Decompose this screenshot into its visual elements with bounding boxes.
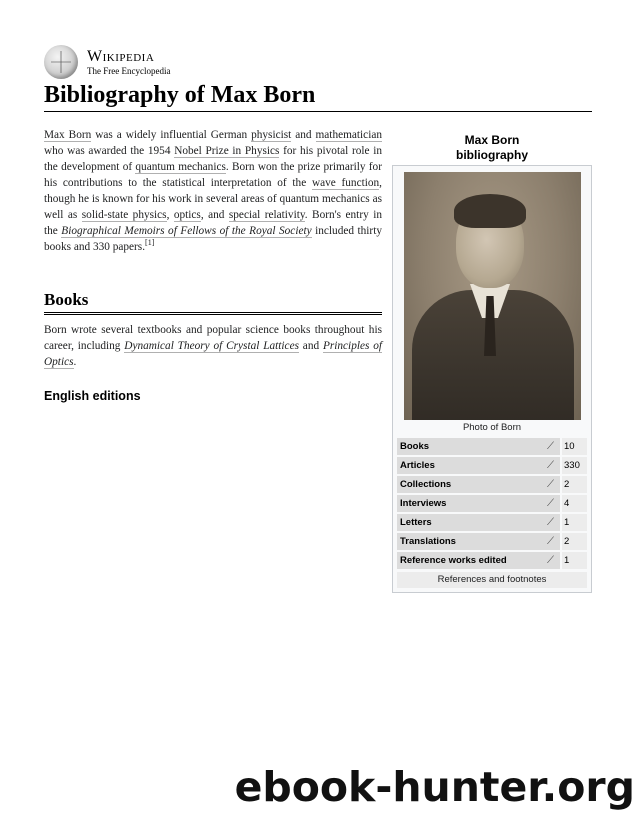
row-value: 1 [562, 552, 587, 569]
infobox-row-reference-works [397, 552, 587, 569]
infobox-row-collections [397, 476, 587, 493]
row-value: 2 [562, 476, 587, 493]
books-text: Born wrote several textbooks and popular science books throughout his career, including [44, 324, 382, 352]
wikipedia-logo[interactable] [44, 45, 244, 79]
infobox-title-line1: Max Born [464, 133, 520, 147]
photo-hair [454, 194, 526, 228]
italic-title: Biographical Memoirs of Fellows of the Royal Society [61, 225, 312, 237]
infobox-row-articles [397, 457, 587, 474]
italic-title: Principles of Optics [44, 340, 382, 368]
logo-wordmark: Wikipedia [87, 48, 155, 65]
row-label[interactable]: Reference works edited [397, 552, 560, 569]
section-heading-books: Books [44, 289, 382, 315]
infobox-row-letters [397, 514, 587, 531]
link-wave-function[interactable]: wave function [311, 177, 380, 189]
pencil-edit-icon[interactable]: ⟋ [547, 498, 554, 509]
logo-tagline: The Free Encyclopedia [87, 66, 171, 76]
lead-text: included thirty books and 330 papers. [44, 225, 382, 253]
pencil-edit-icon[interactable]: ⟋ [547, 479, 554, 490]
lead-text: and [291, 129, 316, 141]
link-optics[interactable]: optics [173, 209, 201, 221]
infobox-title [392, 133, 592, 163]
row-label[interactable]: Articles [397, 457, 560, 474]
row-value: 2 [562, 533, 587, 550]
infobox-row-interviews [397, 495, 587, 512]
infobox-footer-references[interactable]: References and footnotes [397, 572, 587, 588]
photo-caption: Photo of Born [462, 422, 522, 433]
lead-text: who was awarded the 1954 [44, 145, 175, 157]
pencil-edit-icon[interactable]: ⟋ [547, 441, 554, 452]
lead-text: was a widely influential German [91, 129, 252, 141]
link-biographical-memoirs[interactable] [61, 225, 311, 238]
lead-text: , though he is known for his work in several areas of quantum mechanics as well as [44, 177, 382, 221]
page-title: Bibliography of Max Born [44, 82, 592, 112]
lead-text: , and [200, 209, 229, 221]
row-value: 4 [562, 495, 587, 512]
link-dynamical-theory[interactable] [124, 340, 299, 353]
pencil-edit-icon[interactable]: ⟋ [547, 460, 554, 471]
portrait-photo[interactable] [404, 172, 581, 420]
lead-text: for his pivotal role in the development of [44, 145, 382, 173]
pencil-edit-icon[interactable]: ⟋ [547, 555, 554, 566]
infobox-title-line2: bibliography [456, 148, 528, 162]
link-max-born[interactable]: Max Born [44, 129, 92, 141]
infobox-row-books [397, 438, 587, 455]
lead-text: , [166, 209, 174, 221]
italic-title: Dynamical Theory of Crystal Lattices [124, 340, 299, 352]
books-text: . [73, 356, 77, 368]
row-label[interactable]: Collections [397, 476, 560, 493]
lead-text: . Born's entry in the [44, 209, 382, 237]
row-label[interactable]: Letters [397, 514, 560, 531]
infobox-row-translations [397, 533, 587, 550]
row-value: 10 [562, 438, 587, 455]
link-solid-state-physics[interactable]: solid-state physics [81, 209, 167, 221]
link-special-relativity[interactable]: special relativity [228, 209, 305, 221]
link-physicist[interactable]: physicist [251, 129, 292, 141]
row-value: 1 [562, 514, 587, 531]
lead-paragraph [44, 127, 382, 255]
globe-puzzle-icon [44, 45, 78, 79]
books-paragraph [44, 322, 382, 370]
row-value: 330 [562, 457, 587, 474]
row-label[interactable]: Translations [397, 533, 560, 550]
watermark: ebook-hunter.org [234, 763, 635, 811]
pencil-edit-icon[interactable]: ⟋ [547, 517, 554, 528]
lead-text: . Born won the prize primarily for his contributions to the statistical interpretation of the [44, 161, 382, 189]
row-label[interactable]: Books [397, 438, 560, 455]
pencil-edit-icon[interactable]: ⟋ [547, 536, 554, 547]
subheading-english-editions: English editions [44, 389, 141, 403]
books-text: and [298, 340, 323, 352]
link-mathematician[interactable]: mathematician [315, 129, 382, 141]
link-nobel-prize[interactable]: Nobel Prize in Physics [174, 145, 280, 157]
link-quantum-mechanics[interactable]: quantum mechanics [135, 161, 226, 173]
row-label[interactable]: Interviews [397, 495, 560, 512]
reference-1[interactable]: [1] [145, 238, 155, 248]
